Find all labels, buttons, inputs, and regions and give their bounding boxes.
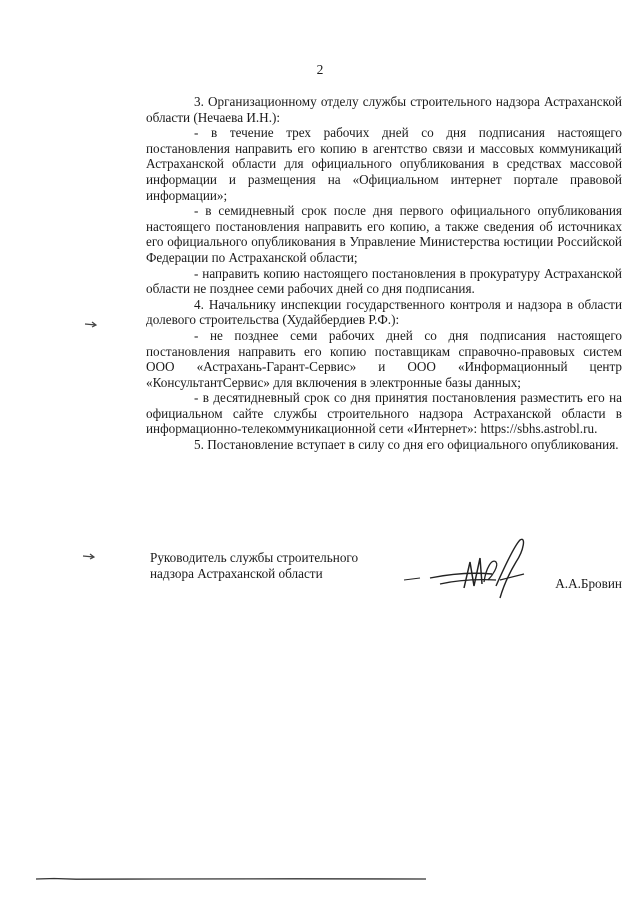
- paragraph-item-5: 5. Постановление вступает в силу со дня его официального опубликования.: [194, 437, 619, 453]
- margin-mark-icon: [82, 552, 96, 560]
- footer-rule: [36, 876, 426, 882]
- signature-title: [150, 550, 358, 581]
- paragraph-item-3: 3. Организационному отделу службы строительного надзора Астраханской области (Нечаева И.Н.):: [146, 94, 622, 125]
- handwritten-signature: [400, 528, 550, 608]
- paragraph-item-4: 4. Начальнику инспекции государственного контроля и надзора в области долевого строительства (Худайбердиев Р.Ф.):: [146, 296, 622, 328]
- document-body: [146, 94, 622, 453]
- signature-name: А.А.Бровин: [555, 576, 622, 591]
- paragraph-item-3-3: - направить копию настоящего постановления в прокуратуру Астраханской области не позднее семи рабочих дней со дня подписания.: [146, 265, 622, 297]
- margin-mark-icon: [84, 320, 98, 328]
- signature-block: [150, 550, 622, 610]
- page-number: 2: [316, 62, 324, 77]
- paragraph-item-3-2: - в семидневный срок после дня первого официального опубликования настоящего постановления направить его копию, а также сведения об источниках его официального опубликования в Управление Министерства юстиции Российской Федерации по Астраханской области;: [146, 203, 622, 265]
- paragraph-item-3-1: - в течение трех рабочих дней со дня подписания настоящего постановления направить его копию в агентство связи и массовых коммуникаций Астраханской области для официального опубликования в средствах массовой информации и размещения на «Официальном интернет портале правовой информации»;: [146, 125, 622, 203]
- signature-title-line1: Руководитель службы строительного: [150, 550, 359, 565]
- signature-title-line2: надзора Астраханской области: [150, 565, 323, 581]
- paragraph-item-4-2: - в десятидневный срок со дня принятия постановления разместить его на официальном сайте службы строительного надзора Астраханской области в информационно-телекоммуникационной сети «Интернет»: https://sbhs.astrobl.ru.: [146, 390, 622, 437]
- paragraph-item-4-1: - не позднее семи рабочих дней со дня подписания настоящего постановления направить его копию поставщикам справочно-правовых систем ООО «Астрахань-Гарант-Сервис» и ООО «Информационный центр «КонсультантСервис» для включения в электронные базы данных;: [146, 327, 622, 390]
